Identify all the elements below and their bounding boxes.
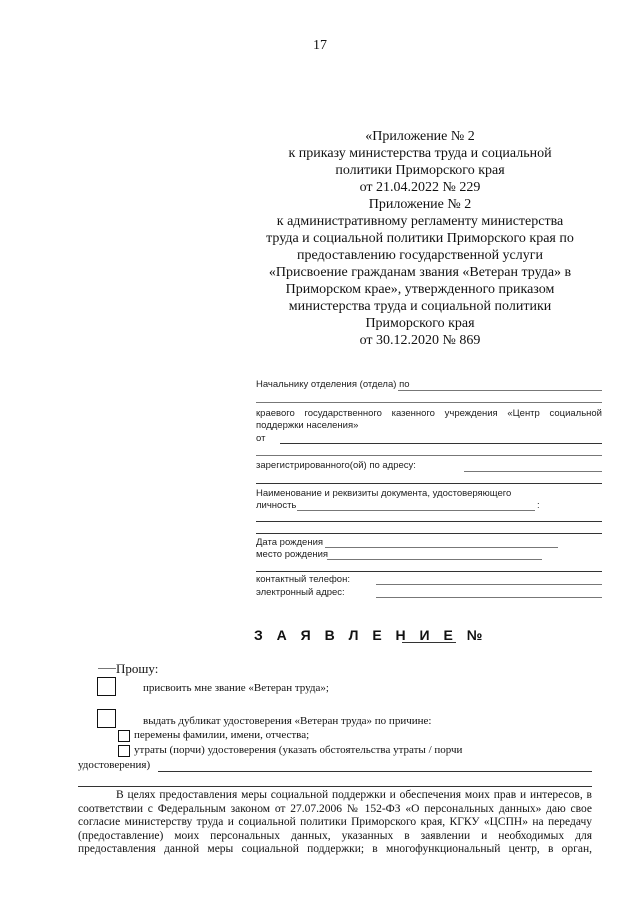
assign-title-label: присвоить мне звание «Ветеран труда»; [143, 682, 329, 694]
phone-label: контактный телефон: [256, 574, 350, 585]
page-number: 17 [313, 38, 327, 53]
header-line: политики Приморского края [335, 163, 505, 178]
request-label: Прошу: [116, 661, 159, 676]
statement-number-field[interactable] [402, 642, 456, 643]
consent-line: (предоставление) моих персональных данных, указанных в заявлении и необходимых для [78, 829, 592, 842]
id-document-field-2[interactable] [256, 521, 602, 522]
header-line: Приложение № 2 [368, 197, 472, 212]
phone-field[interactable] [376, 584, 602, 585]
birth-place-label: место рождения [256, 549, 329, 560]
header-line: предоставлению государственной услуги [297, 248, 543, 263]
birth-date-field[interactable] [325, 547, 558, 548]
loss-checkbox[interactable] [118, 745, 130, 757]
header-line: к административному регламенту министерства [276, 214, 564, 229]
consent-line: соответствии с Федеральным законом от 27.07.2006 № 152-ФЗ «О персональных данных» даю свое [78, 802, 592, 815]
from-field[interactable] [280, 443, 602, 444]
id-document-label-2: личность [256, 500, 297, 511]
registered-label: зарегистрированного(ой) по адресу: [256, 460, 416, 471]
header-line: к приказу министерства труда и социальной [288, 146, 552, 161]
from-field-2[interactable] [256, 455, 602, 456]
institution-label: краевого государственного казенного учреждения «Центр социальной [256, 408, 602, 419]
statement-title: З А Я В Л Е Н И Е № [254, 627, 488, 643]
id-document-field[interactable] [297, 510, 535, 511]
loss-label: утраты (порчи) удостоверения (указать обстоятельства утраты / порчи [134, 744, 463, 756]
consent-line: согласие министерству труда и социальной политики Приморского края, КГКУ «ЦСПН» на передачу [78, 816, 592, 829]
assign-title-checkbox[interactable] [97, 677, 116, 696]
to-head-field-2[interactable] [256, 402, 602, 403]
id-document-colon: : [537, 500, 540, 511]
header-line: «Присвоение гражданам звания «Ветеран труда» в [268, 265, 572, 280]
duplicate-checkbox[interactable] [97, 709, 116, 728]
name-change-checkbox[interactable] [118, 730, 130, 742]
from-label: от [256, 433, 266, 444]
to-head-field[interactable] [398, 390, 602, 391]
birth-place-field-2[interactable] [256, 571, 602, 572]
email-field[interactable] [376, 597, 602, 598]
header-line: труда и социальной политики Приморского края по [266, 231, 574, 246]
id-document-label: Наименование и реквизиты документа, удостоверяющего [256, 488, 512, 499]
birth-place-field[interactable] [327, 559, 542, 560]
birth-date-label: Дата рождения [256, 537, 324, 548]
duplicate-label: выдать дубликат удостоверения «Ветеран труда» по причине: [143, 715, 432, 727]
request-marker-line [98, 668, 116, 669]
address-field[interactable] [464, 471, 602, 472]
consent-paragraph [78, 789, 592, 857]
loss-label-2: удостоверения) [78, 759, 151, 771]
name-change-label: перемены фамилии, имени, отчества; [134, 729, 310, 741]
loss-circumstances-field-2[interactable] [78, 786, 592, 787]
consent-line: В целях предоставления меры социальной поддержки и обеспечения моих прав и интересов, в [116, 789, 592, 801]
header-line: «Приложение № 2 [365, 129, 475, 144]
header-line: от 21.04.2022 № 229 [359, 180, 481, 195]
id-document-field-3[interactable] [256, 533, 602, 534]
header-line: Приморского края [365, 316, 475, 331]
institution-label-2: поддержки населения» [256, 420, 359, 431]
address-field-2[interactable] [256, 483, 602, 484]
to-head-label: Начальнику отделения (отдела) по [256, 379, 410, 390]
header-line: Приморском крае», утвержденного приказом [285, 282, 555, 297]
header-line: министерства труда и социальной политики [288, 299, 552, 314]
consent-line: предоставления данной меры социальной поддержки; в многофункциональный центр, в орган, [78, 843, 592, 856]
header-line: от 30.12.2020 № 869 [359, 333, 481, 348]
loss-circumstances-field[interactable] [158, 771, 592, 772]
email-label: электронный адрес: [256, 587, 345, 598]
